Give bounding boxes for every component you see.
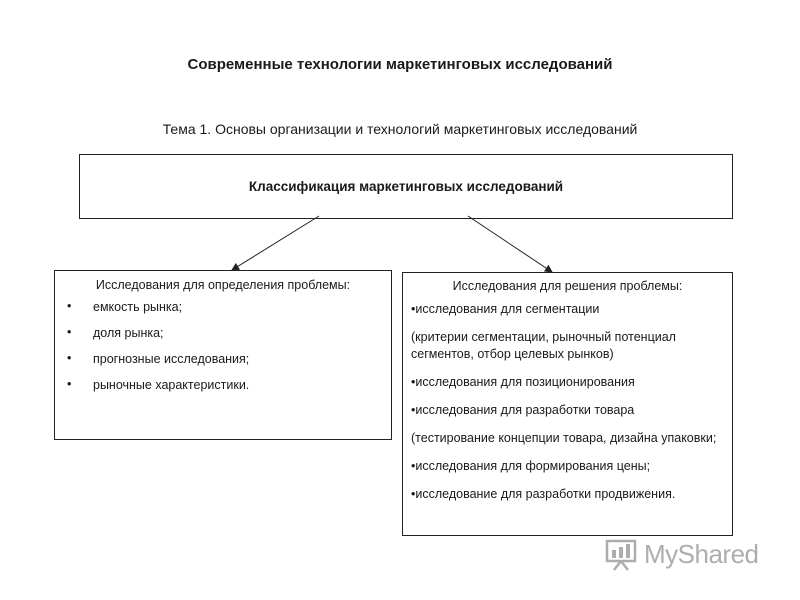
list-item: •исследование для разработки продвижения. (411, 487, 676, 501)
arrow-to-right-node (468, 216, 552, 272)
list-item: •исследования для позиционирования (411, 375, 635, 389)
list-item: (тестирование концепции товара, дизайна упаковки; (411, 431, 717, 445)
left-node (54, 270, 392, 440)
list-item: • доля рынка; (65, 326, 381, 340)
right-node-list (411, 301, 724, 503)
list-item: • емкость рынка; (65, 300, 381, 314)
right-node (402, 272, 733, 536)
list-item: • прогнозные исследования; (65, 352, 381, 366)
slide-subtitle: Тема 1. Основы организации и технологий маркетинговых исследований (162, 121, 638, 137)
list-item: •исследования для формирования цены; (411, 459, 651, 473)
watermark (604, 534, 759, 574)
root-node-label: Классификация маркетинговых исследований (248, 179, 564, 194)
slide-title: Современные технологии маркетинговых исследований (187, 56, 613, 73)
arrow-to-left-node (232, 216, 319, 270)
list-item: •исследования для сегментации (411, 302, 600, 316)
list-item: • рыночные характеристики. (65, 378, 381, 392)
right-node-heading: Исследования для решения проблемы: (452, 279, 683, 293)
left-node-heading: Исследования для определения проблемы: (95, 278, 351, 292)
list-item: •исследования для разработки товара (411, 403, 635, 417)
left-node-list (65, 300, 381, 392)
presentation-chart-icon (604, 537, 638, 571)
list-item: (критерии сегментации, рыночный потенциал сегментов, отбор целевых рынков) (411, 330, 676, 361)
watermark-text: MyShared (644, 538, 759, 569)
